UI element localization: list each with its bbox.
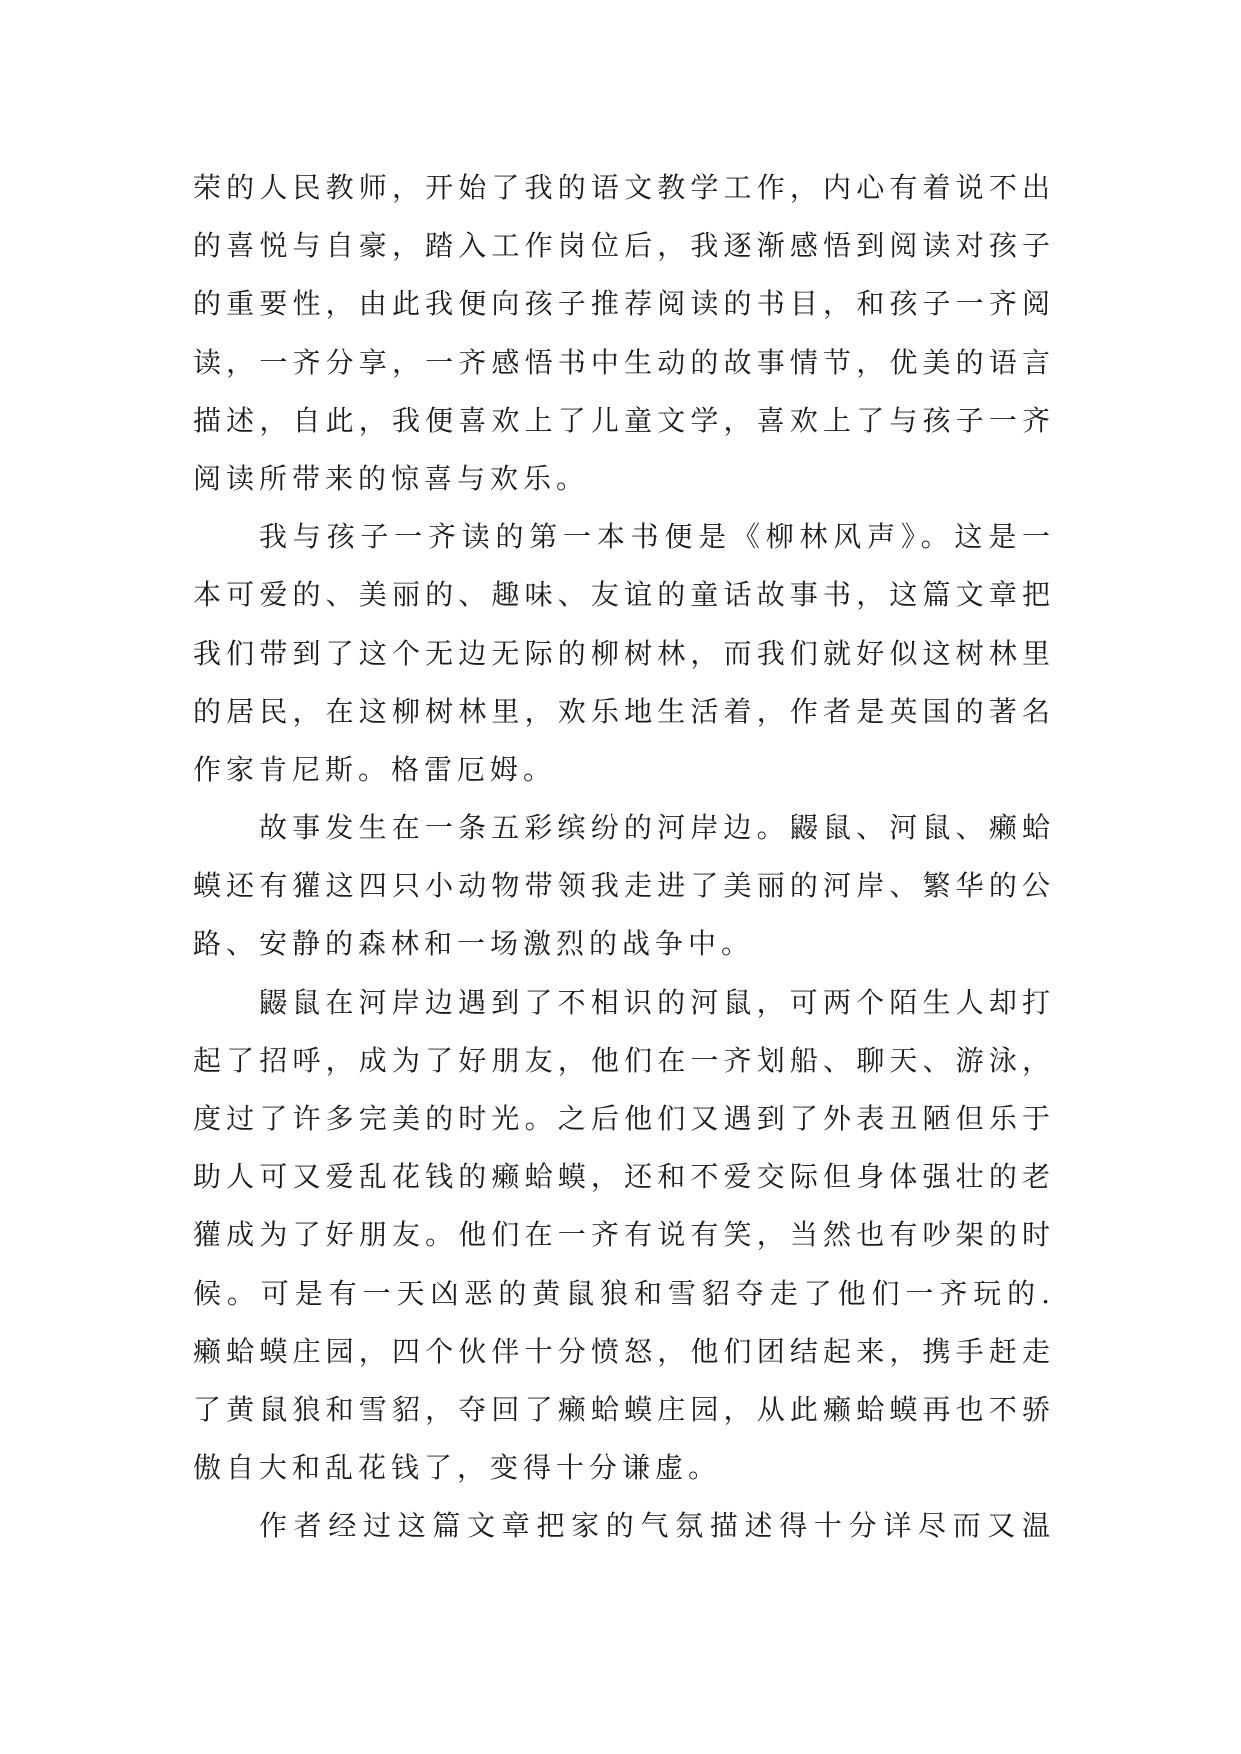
text-line: 的居民，在这柳树林里，欢乐地生活着，作者是英国的著名	[193, 694, 1055, 728]
text-line: 读，一齐分享，一齐感悟书中生动的故事情节，优美的语言	[193, 345, 1055, 379]
text-line: 蟆还有獾这四只小动物带领我走进了美丽的河岸、繁华的公	[193, 869, 1055, 903]
text-line: 路、安静的森林和一场激烈的战争中。	[193, 927, 755, 961]
paragraph	[193, 1497, 1055, 1555]
text-line: 傲自大和乱花钱了，变得十分谦虚。	[193, 1451, 722, 1485]
text-line: 癞蛤蟆庄园，四个伙伴十分愤怒，他们团结起来，携手赶走	[193, 1334, 1055, 1368]
text-line: 作家肯尼斯。格雷厄姆。	[193, 752, 557, 786]
text-line: 候。可是有一天凶恶的黄鼠狼和雪貂夺走了他们一齐玩的.	[193, 1276, 1055, 1310]
text-line: 描述，自此，我便喜欢上了儿童文学，喜欢上了与孩子一齐	[193, 403, 1055, 437]
text-line: 我们带到了这个无边无际的柳树林，而我们就好似这树林里	[193, 636, 1055, 670]
text-line: 作者经过这篇文章把家的气氛描述得十分详尽而又温	[259, 1509, 1055, 1543]
paragraph	[193, 508, 1055, 799]
text-line: 我与孩子一齐读的第一本书便是《柳林风声》。这是一	[259, 520, 1055, 554]
paragraph	[193, 799, 1055, 974]
text-line: 荣的人民教师，开始了我的语文教学工作，内心有着说不出	[193, 171, 1055, 204]
text-line: 的重要性，由此我便向孩子推荐阅读的书目，和孩子一齐阅	[193, 287, 1055, 321]
text-line: 度过了许多完美的时光。之后他们又遇到了外表丑陋但乐于	[193, 1102, 1055, 1135]
text-line: 獾成为了好朋友。他们在一齐有说有笑，当然也有吵架的时	[193, 1218, 1055, 1252]
text-line: 起了招呼，成为了好朋友，他们在一齐划船、聊天、游泳，	[193, 1043, 1055, 1077]
text-line: 了黄鼠狼和雪貂，夺回了癞蛤蟆庄园，从此癞蛤蟆再也不骄	[193, 1392, 1055, 1426]
text-line: 的喜悦与自豪，踏入工作岗位后，我逐渐感悟到阅读对孩子	[193, 229, 1055, 263]
text-line: 本可爱的、美丽的、趣味、友谊的童话故事书，这篇文章把	[193, 578, 1055, 612]
paragraph	[193, 159, 1055, 508]
text-line: 故事发生在一条五彩缤纷的河岸边。鼹鼠、河鼠、癞蛤	[259, 811, 1055, 845]
text-line: 阅读所带来的惊喜与欢乐。	[193, 461, 590, 495]
paragraph	[193, 974, 1055, 1498]
text-line: 助人可又爱乱花钱的癞蛤蟆，还和不爱交际但身体强壮的老	[193, 1160, 1055, 1194]
text-line: 鼹鼠在河岸边遇到了不相识的河鼠，可两个陌生人却打	[259, 985, 1055, 1019]
document-body	[193, 159, 1055, 1556]
